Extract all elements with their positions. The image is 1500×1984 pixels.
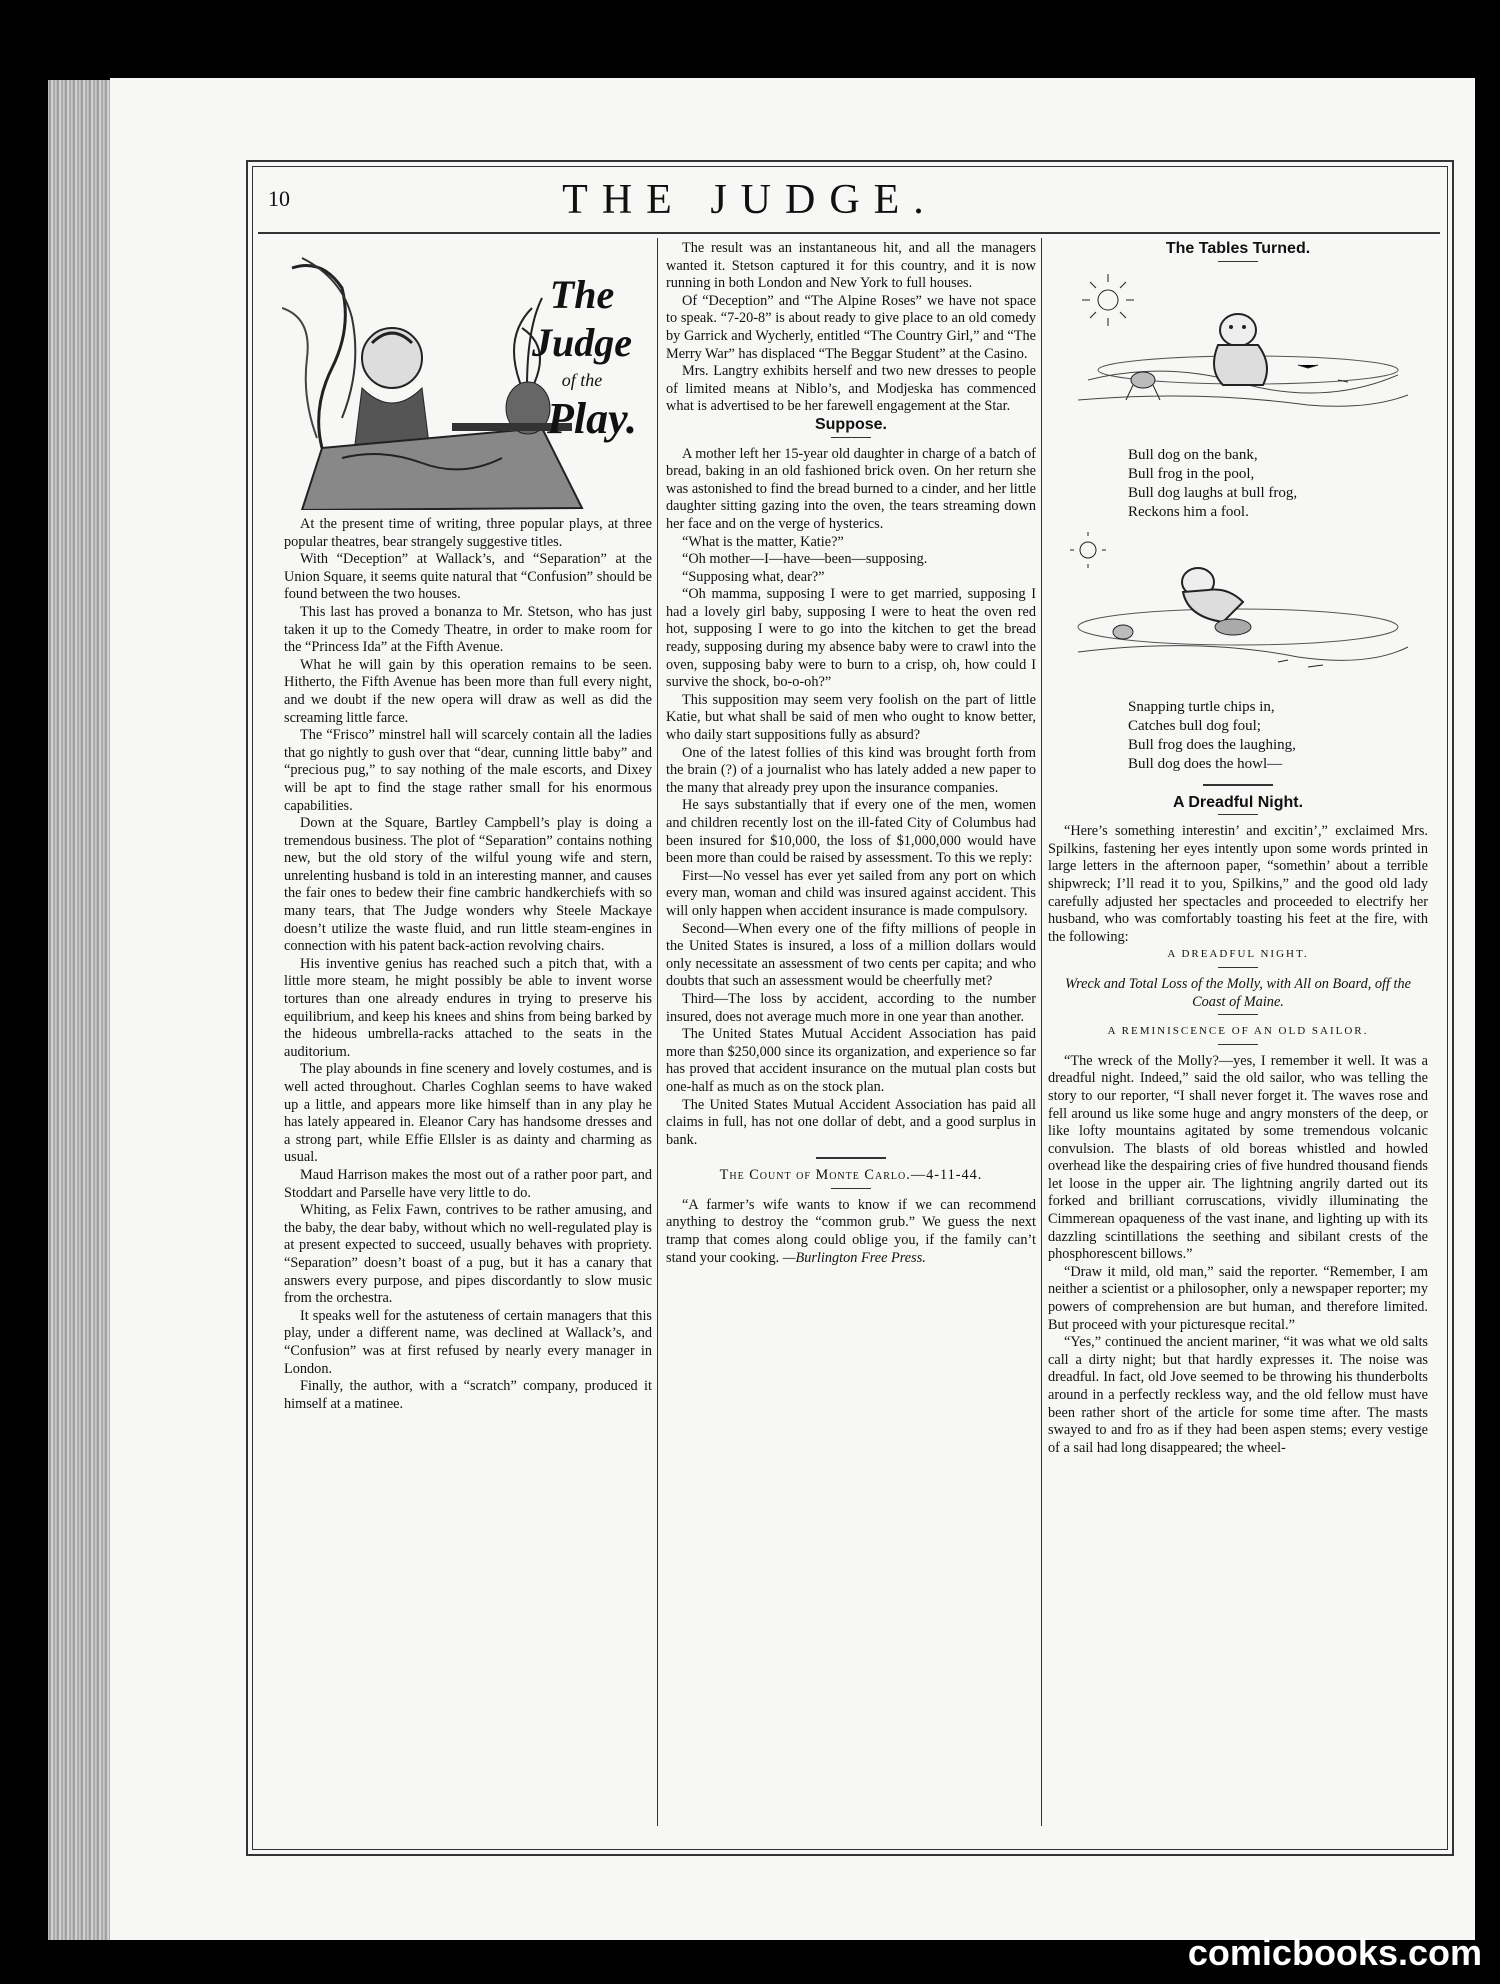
column-1-text	[284, 516, 652, 1413]
col1-paragraph: What he will gain by this operation remains to be seen. Hitherto, the Fifth Avenue has been more than full every night, and we doubt if the new opera will draw as well as did the screaming little farce.	[284, 656, 652, 726]
monte-carlo-line: The Count of Monte Carlo.—4-11-44.	[719, 1167, 983, 1184]
suppose-paragraph: First—No vessel has ever yet sailed from any port on which every man, woman and child was insured against accident. This will only happen when accident insurance is made compulsory.	[666, 867, 1036, 919]
dreadful-night-heading: A Dreadful Night.	[1172, 793, 1304, 811]
col1-paragraph: Down at the Square, Bartley Campbell’s play is doing a tremendous business. The plot of “Separation” contains nothing new, but the old story of the wilful young wife and stern, unrelenting husband is told in an interesting manner, and causes the fair ones to bedew their fine cambric handkerchiefs with so many tears, that The Judge wonders why Steele Mackaye doesn’t utilize the waste fluid, and run little steam-engines in connection with his patent back-action revolving chairs.	[284, 815, 652, 955]
suppose-paragraph: He says substantially that if every one of the men, women and children recently lost on the ill-fated City of Columbus had been insured for $10,000, the loss of $1,000,000 would have been more than could be raised by assessment. To this we reply:	[666, 797, 1036, 867]
suppose-paragraph: The United States Mutual Accident Association has paid all claims in full, has not one dollar of debt, and a good surplus in bank.	[666, 1096, 1036, 1148]
column-divider-2	[1041, 238, 1042, 1826]
section-rule	[1218, 261, 1258, 262]
suppose-heading: Suppose.	[814, 415, 887, 433]
suppose-paragraph: Third—The loss by accident, according to the number insured, does not average much more in one year than another.	[666, 990, 1036, 1025]
night-subheading: A DREADFUL NIGHT.	[1167, 948, 1309, 961]
suppose-paragraph: Second—When every one of the fifty millions of people in the United States is insured, a loss of a million dollars would only necessitate an assessment of two cents per capita; and who doubts that such an assessment would be cheerfully met?	[666, 920, 1036, 990]
header-rule	[258, 232, 1440, 234]
suppose-paragraph: “What is the matter, Katie?”	[682, 533, 844, 550]
section-rule	[1218, 967, 1258, 968]
farmer-paragraph	[666, 1197, 1036, 1267]
section-rule	[816, 1157, 886, 1159]
page-binding	[48, 80, 118, 1940]
section-rule	[1218, 1014, 1258, 1015]
col1-paragraph: His inventive genius has reached such a pitch that, with a little more steam, he might possibly be able to invent worse tortures than one already endures in trying to preserve his equilibrium, and keep his knees and shins from being barked by the hideous umbrella-racks attached to the seats in the auditorium.	[284, 955, 652, 1060]
col2-paragraph: The result was an instantaneous hit, and all the managers wanted it. Stetson captured it for this country, and it is now running in both London and New York to full houses.	[666, 240, 1036, 292]
col2-paragraph: Of “Deception” and “The Alpine Roses” we have not space to speak. “7-20-8” is about ready to give place to an old comedy by Garrick and Wycherly, entitled “The Country Girl,” and “The Merry War” has displaced “The Beggar Student” at the Casino.	[666, 292, 1036, 362]
poem-line: Catches bull dog foul;	[1128, 717, 1261, 734]
turtle-bulldog-illustration	[1048, 532, 1428, 692]
poem-line: Reckons him a fool.	[1128, 503, 1249, 520]
night-reminiscence: A REMINISCENCE OF AN OLD SAILOR.	[1107, 1025, 1369, 1038]
watermark: comicbooks.com	[1187, 1932, 1482, 1973]
section-rule	[1218, 1044, 1258, 1045]
col1-paragraph: Whiting, as Felix Fawn, contrives to be rather amusing, and the baby, the dear baby, without which no well-regulated play is at present expected to succeed, usually behaves with propriety. “Separation” doesn’t boast of a pug, but it has a canary that answers every purpose, and pipes discordantly to slow music from the orchestra.	[284, 1202, 652, 1307]
section-rule	[1218, 814, 1258, 815]
judge-of-the-play-illustration	[282, 248, 654, 510]
farmer-source: —Burlington Free Press.	[782, 1249, 926, 1266]
night-paragraph: “Draw it mild, old man,” said the reporter. “Remember, I am neither a scientist or a philosopher, only a newspaper reporter; my powers of comprehension are but human, and therefore limited. But proceed with your picturesque recital.”	[1048, 1263, 1428, 1333]
col1-paragraph: Finally, the author, with a “scratch” company, produced it himself at a matinee.	[284, 1378, 652, 1412]
section-rule	[831, 1188, 871, 1189]
col1-paragraph: At the present time of writing, three popular plays, at three popular theatres, bear strangely suggestive titles.	[284, 516, 652, 550]
suppose-paragraph: This supposition may seem very foolish on the part of little Katie, but what shall be said of men who ought to know better, who daily start suppositions fully as absurd?	[666, 691, 1036, 744]
night-paragraph: “Yes,” continued the ancient mariner, “it was what we old salts call a dirty night; but that hardly expresses it. The noise was dreadful. In fact, old Jove seemed to be throwing his thunderbolts around in a perfectly reckless way, and the old fellow must have been rather short of the article for some time after. The masts swayed to and fro as if they had been aspen stems; every vestige of a sail had long disappeared; the wheel-	[1048, 1334, 1428, 1456]
col2-paragraph: Mrs. Langtry exhibits herself and two new dresses to people of limited means at Niblo’s, and Modjeska has commenced what is advertised to be her farewell engagement at the Star.	[666, 363, 1036, 415]
section-rule	[831, 437, 871, 438]
suppose-paragraph: “Oh mother—I—have—been—supposing.	[682, 551, 928, 568]
section-rule	[1203, 784, 1273, 786]
column-divider-1	[657, 238, 658, 1826]
night-paragraph: “The wreck of the Molly?—yes, I remember it well. It was a dreadful night. Indeed,” said the old sailor, who was telling the story to our reporter, “I shall never forget it. The waves rose and fell around us like some huge and angry monsters of the deep, or like lofty mountains agitated by some tremendous volcanic convulsion. The blasts of old boreas whistled and howled overhead like the despairing cries of five hundred thousand fiends let loose in the upper air. The lightning angrily darted out its forked and brilliant corruscations, vividly illuminating the Cimmerean opaqueness of the vast inane, and lighting up with its dazzling scintillations the seething and sibilant crests of the phosphorescent billows.”	[1048, 1052, 1428, 1263]
svg-text:Play.: Play.	[547, 394, 637, 443]
suppose-paragraph: One of the latest follies of this kind was brought forth from the brain (?) of a journalist who has lately added a new paper to the many that already prey upon the insurance companies.	[666, 744, 1036, 796]
poem-line: Bull frog in the pool,	[1128, 465, 1255, 482]
poem-stanza-2	[1128, 698, 1428, 774]
col1-paragraph: With “Deception” at Wallack’s, and “Separation” at the Union Square, it seems quite natural that “Confusion” should be found between the two houses.	[284, 551, 652, 603]
suppose-paragraph: “Oh mamma, supposing I were to get married, supposing I had a lovely girl baby, supposing I were to heat the oven red hot, supposing I were to go into the kitchen to get the bread ready, supposing during my absence baby were to crawl into the oven, supposing baby were to burn to a crisp, oh, how could I survive the shock, bo-o-oh?”	[666, 586, 1036, 691]
col1-paragraph: The “Frisco” minstrel hall will scarcely contain all the ladies that go nightly to gush over that “dear, cunning little baby” and “precious pug,” to say nothing of the male escorts, and Dixey will be apt to find the stage rather small for his enormous capabilities.	[284, 727, 652, 814]
night-subtitle: Wreck and Total Loss of the Molly, with All on Board, off the Coast of Maine.	[1064, 975, 1412, 1010]
farmer-text: “A farmer’s wife wants to know if we can recommend anything to destroy the “common grub.” We guess the next tramp that comes along could oblige you, if the family can’t stand your cooking.	[666, 1196, 1036, 1266]
suppose-paragraph: A mother left her 15-year old daughter in charge of a batch of bread, baking in an old fashioned brick oven. On her return she was astonished to find the bread burned to a cinder, and her little daughter sitting gazing into the oven, the tears streaming down her face and on the verge of hysterics.	[666, 445, 1036, 532]
tables-turned-heading: The Tables Turned.	[1165, 240, 1311, 257]
column-2-text	[666, 240, 1036, 1267]
col1-paragraph: The play abounds in fine scenery and lovely costumes, and is well acted throughout. Charles Coghlan seems to have waked up a little, and appears more like himself than in any play he has lately appeared in. Eleanor Cary has handsome dresses and a strong part, while Effie Ellsler is as dainty and charming as usual.	[284, 1061, 652, 1166]
col1-paragraph: Maud Harrison makes the most out of a rather poor part, and Stoddart and Parselle have very little to do.	[284, 1166, 652, 1201]
suppose-paragraph: The United States Mutual Accident Association has paid more than $250,000 since its organization, and experience so far has proved that accident insurance on the mutual plan costs but one-half as much as on the stock plan.	[666, 1026, 1036, 1095]
poem-line: Bull frog does the laughing,	[1128, 736, 1296, 753]
col1-paragraph: It speaks well for the astuteness of certain managers that this play, under a different name, was declined at Wallack’s, and “Confusion” was at first refused by nearly every manager in London.	[284, 1307, 652, 1377]
page-number: 10	[268, 186, 290, 211]
column-3-text	[1048, 240, 1428, 1457]
poem-stanza-1	[1128, 446, 1428, 522]
svg-text:of the: of the	[561, 370, 603, 390]
bulldog-frog-illustration	[1048, 270, 1428, 440]
col1-paragraph: This last has proved a bonanza to Mr. Stetson, who has just taken it up to the Comedy Theatre, in order to make room for the “Princess Ida” at the Fifth Avenue.	[284, 603, 652, 656]
poem-line: Bull dog on the bank,	[1128, 446, 1258, 463]
masthead-title: THE JUDGE.	[562, 177, 938, 223]
night-intro: “Here’s something interestin’ and excitin’,” exclaimed Mrs. Spilkins, fastening her eyes intently upon some words printed in large letters in the afternoon paper, “somethin’ about a terrible shipwreck; I’ll read it to you, Spilkins,” and the good old lady carefully adjusted her spectacles and proceeded to electrify her husband, who was comfortably toasting his feet at the fire, with the following:	[1048, 823, 1428, 945]
svg-text:Judge: Judge	[532, 320, 632, 365]
poem-line: Bull dog does the howl—	[1128, 755, 1283, 772]
svg-text:The: The	[549, 272, 615, 317]
poem-line: Snapping turtle chips in,	[1128, 698, 1275, 715]
suppose-paragraph: “Supposing what, dear?”	[682, 568, 825, 585]
poem-line: Bull dog laughs at bull frog,	[1128, 484, 1298, 501]
